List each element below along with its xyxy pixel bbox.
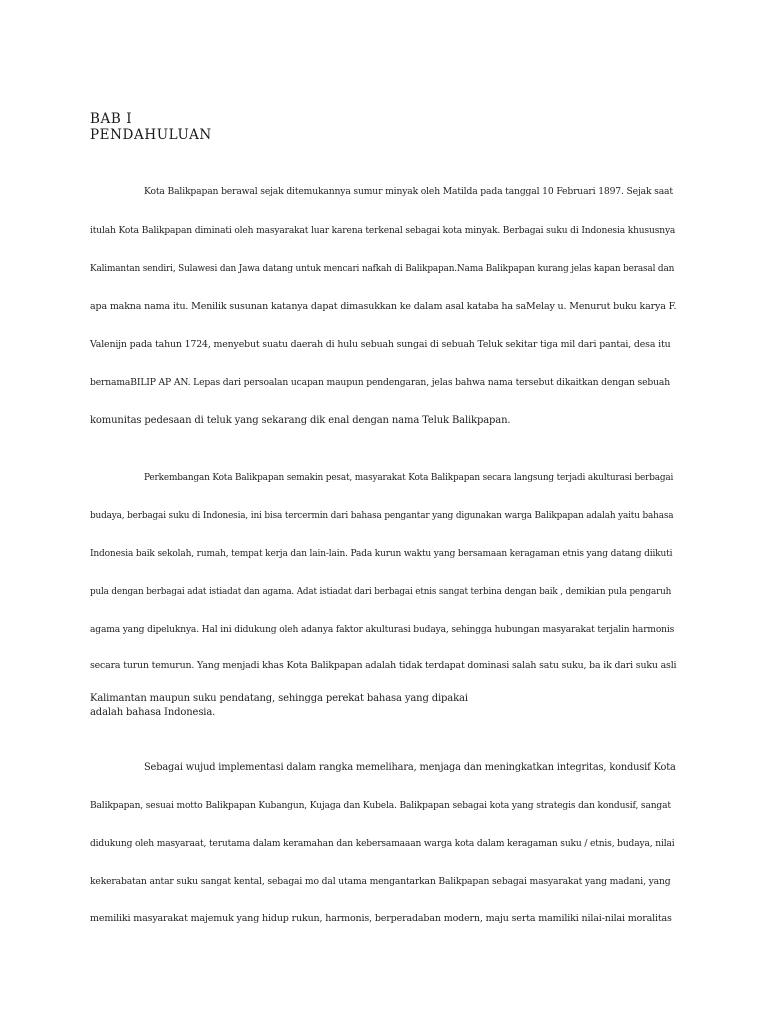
chapter-title: PENDAHULUAN — [90, 127, 212, 143]
paragraph-line: Sebagai wujud implementasi dalam rangka memelihara, menjaga dan meningkatkan integritas, kondusif Kota — [144, 762, 676, 773]
paragraph-line: bernamaBILIP AP AN. Lepas dari persoalan ucapan maupun pendengaran, jelas bahwa nama tersebut dikaitkan dengan sebuah — [90, 377, 671, 388]
paragraph-line: Kota Balikpapan berawal sejak ditemukannya sumur minyak oleh Matilda pada tanggal 10 Februari 1897. Sejak saat — [144, 186, 673, 197]
paragraph-line: pula dengan berbagai adat istiadat dan agama. Adat istiadat dari berbagai etnis sangat terbina dengan baik , demikian pula pengaruh — [90, 587, 672, 597]
paragraph-line: itulah Kota Balikpapan diminati oleh masyarakat luar karena terkenal sebagai kota minyak. Berbagai suku di Indonesia khususnya — [90, 226, 676, 236]
paragraph-line: budaya, berbagai suku di Indonesia, ini bisa tercermin dari bahasa pengantar yang digunakan warga Balikpapan adalah yaitu bahasa — [90, 511, 674, 521]
paragraph-line: secara turun temurun. Yang menjadi khas Kota Balikpapan adalah tidak terdapat dominasi salah satu suku, ba ik dari suku asli — [90, 660, 677, 671]
paragraph-line: Kalimantan maupun suku pendatang, sehingga perekat bahasa yang dipakai — [90, 693, 468, 704]
paragraph-line: didukung oleh masyaraat, terutama dalam keramahan dan kebersamaaan warga kota dalam keragaman suku / etnis, budaya, nilai — [90, 839, 675, 849]
paragraph-line: Perkembangan Kota Balikpapan semakin pesat, masyarakat Kota Balikpapan secara langsung terjadi akulturasi berbagai — [144, 473, 674, 483]
paragraph-line: agama yang dipeluknya. Hal ini didukung oleh adanya faktor akulturasi budaya, sehingga hubungan masyarakat terjalin harmonis — [90, 625, 675, 635]
chapter-label: BAB I — [90, 111, 133, 127]
paragraph-line: Valenijn pada tahun 1724, menyebut suatu daerah di hulu sebuah sungai di sebuah Teluk sekitar tiga mil dari pantai, desa itu — [90, 339, 671, 350]
paragraph-line: Kalimantan sendiri, Sulawesi dan Jawa datang untuk mencari nafkah di Balikpapan.Nama Balikpapan kurang jelas kapan berasal dan — [90, 264, 675, 274]
paragraph-line: kekerabatan antar suku sangat kental, sebagai mo dal utama mengantarkan Balikpapan sebagai masyarakat yang madani, yang — [90, 876, 671, 887]
paragraph-line: Balikpapan, sesuai motto Balikpapan Kubangun, Kujaga dan Kubela. Balikpapan sebagai kota yang strategis dan kondusif, sangat — [90, 801, 671, 811]
paragraph-line: adalah bahasa Indonesia. — [90, 707, 216, 718]
paragraph-line: komunitas pedesaan di teluk yang sekarang dik enal dengan nama Teluk Balikpapan. — [90, 415, 511, 426]
paragraph-line: Indonesia baik sekolah, rumah, tempat kerja dan lain-lain. Pada kurun waktu yang bersamaan keragaman etnis yang datang diikuti — [90, 549, 673, 559]
paragraph-line: memiliki masyarakat majemuk yang hidup rukun, harmonis, berperadaban modern, maju serta mamiliki nilai-nilai moralitas — [90, 913, 672, 924]
paragraph-line: apa makna nama itu. Menilik susunan katanya dapat dimasukkan ke dalam asal kataba ha saMelay u. Menurut buku karya F. — [90, 301, 677, 312]
